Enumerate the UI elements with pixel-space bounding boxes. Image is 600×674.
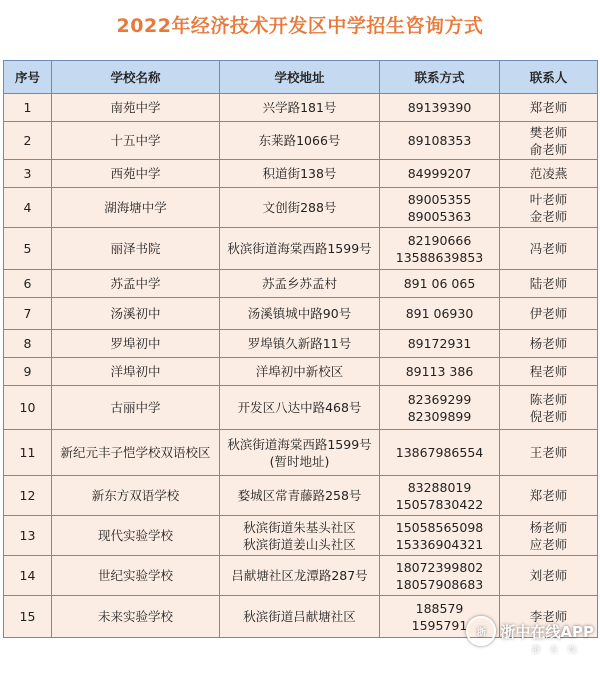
cell-contact-line: 李老师 — [529, 609, 568, 624]
cell-school: 苏孟中学 — [52, 270, 220, 298]
cell-contact-line: 伊老师 — [529, 306, 568, 321]
cell-phone — [380, 94, 500, 122]
cell-school: 古丽中学 — [52, 386, 220, 430]
table-row — [4, 358, 598, 386]
cell-phone-line: 188579 — [415, 600, 464, 616]
cell-address-line: 兴学路181号 — [262, 100, 337, 115]
header-contact: 联系人 — [500, 61, 598, 94]
header-address: 学校地址 — [220, 61, 380, 94]
cell-phone — [380, 476, 500, 516]
admissions-table — [3, 60, 598, 638]
cell-phone-line: 18057908683 — [395, 576, 484, 592]
cell-address — [220, 228, 380, 270]
table-row — [4, 188, 598, 228]
cell-address — [220, 430, 380, 476]
cell-phone — [380, 160, 500, 188]
cell-phone-line: 18072399802 — [395, 559, 484, 575]
cell-contact — [500, 330, 598, 358]
cell-contact — [500, 188, 598, 228]
cell-contact-line: 程老师 — [529, 364, 568, 379]
table-row — [4, 386, 598, 430]
cell-contact-line: 冯老师 — [529, 241, 568, 256]
cell-address-line: (暂时地址) — [269, 453, 330, 469]
cell-address — [220, 160, 380, 188]
cell-address — [220, 298, 380, 330]
cell-contact-line: 陆老师 — [529, 276, 568, 291]
table-row — [4, 516, 598, 556]
table-row — [4, 476, 598, 516]
cell-address — [220, 188, 380, 228]
cell-contact-line: 倪老师 — [529, 408, 568, 424]
cell-phone — [380, 298, 500, 330]
cell-phone-line: 82369299 — [407, 391, 472, 407]
cell-phone-line: 13867986554 — [395, 445, 484, 460]
cell-contact-line: 刘老师 — [529, 568, 568, 583]
cell-address — [220, 330, 380, 358]
cell-school: 罗埠初中 — [52, 330, 220, 358]
cell-address-line: 吕献塘社区龙潭路287号 — [231, 568, 368, 583]
cell-no: 2 — [4, 122, 52, 160]
cell-no: 8 — [4, 330, 52, 358]
cell-contact-line: 俞老师 — [529, 141, 568, 157]
cell-no: 12 — [4, 476, 52, 516]
zjol-logo-icon: 浙 — [466, 616, 496, 646]
cell-phone-line: 82309899 — [407, 408, 472, 424]
table-row — [4, 556, 598, 596]
header-no: 序号 — [4, 61, 52, 94]
table-row — [4, 228, 598, 270]
cell-contact-line: 应老师 — [529, 536, 568, 552]
cell-phone-line: 82190666 — [407, 232, 472, 248]
cell-address-line: 秋滨街道海棠西路1599号 — [227, 436, 372, 452]
cell-address-line: 秋滨街道姜山头社区 — [243, 536, 356, 552]
cell-address-line: 汤溪镇城中路90号 — [247, 306, 352, 321]
cell-contact — [500, 122, 598, 160]
cell-address-line: 秋滨街道海棠西路1599号 — [227, 241, 372, 256]
cell-no: 13 — [4, 516, 52, 556]
cell-address-line: 苏孟乡苏孟村 — [261, 276, 337, 291]
table-row — [4, 298, 598, 330]
cell-contact-line: 叶老师 — [529, 191, 568, 207]
cell-phone-line: 891 06 065 — [403, 276, 476, 291]
watermark-text: 浙中在线APP — [500, 622, 594, 641]
cell-school: 湖海塘中学 — [52, 188, 220, 228]
cell-school: 世纪实验学校 — [52, 556, 220, 596]
cell-contact-line: 杨老师 — [529, 336, 568, 351]
cell-phone-line: 15058565098 — [395, 519, 484, 535]
cell-contact — [500, 556, 598, 596]
cell-contact — [500, 270, 598, 298]
cell-contact — [500, 476, 598, 516]
cell-contact-line: 杨老师 — [529, 519, 568, 535]
header-phone: 联系方式 — [380, 61, 500, 94]
cell-phone-line: 83288019 — [407, 479, 472, 495]
cell-address-line: 秋滨街道朱基头社区 — [243, 519, 356, 535]
cell-contact — [500, 386, 598, 430]
table-row — [4, 160, 598, 188]
cell-school: 未来实验学校 — [52, 596, 220, 638]
cell-phone — [380, 122, 500, 160]
cell-no: 9 — [4, 358, 52, 386]
cell-contact — [500, 516, 598, 556]
cell-address — [220, 476, 380, 516]
cell-address — [220, 270, 380, 298]
cell-phone-line: 89172931 — [407, 336, 472, 351]
cell-phone — [380, 430, 500, 476]
cell-phone — [380, 270, 500, 298]
cell-address-line: 洋埠初中新校区 — [255, 364, 344, 379]
table-row — [4, 94, 598, 122]
cell-contact-line: 郑老师 — [529, 488, 568, 503]
cell-contact-line: 金老师 — [529, 208, 568, 224]
cell-phone-line: 89139390 — [407, 100, 472, 115]
cell-phone — [380, 358, 500, 386]
cell-phone — [380, 188, 500, 228]
cell-contact — [500, 298, 598, 330]
cell-school: 西苑中学 — [52, 160, 220, 188]
cell-contact-line: 樊老师 — [529, 124, 568, 140]
cell-school: 十五中学 — [52, 122, 220, 160]
cell-address — [220, 386, 380, 430]
cell-address — [220, 358, 380, 386]
cell-contact — [500, 228, 598, 270]
cell-no: 10 — [4, 386, 52, 430]
cell-address-line: 婺城区常青藤路258号 — [237, 488, 362, 503]
cell-no: 4 — [4, 188, 52, 228]
table-row — [4, 430, 598, 476]
cell-school: 洋埠初中 — [52, 358, 220, 386]
header-school: 学校名称 — [52, 61, 220, 94]
cell-phone — [380, 516, 500, 556]
cell-address-line: 文创街288号 — [262, 200, 337, 215]
cell-school: 现代实验学校 — [52, 516, 220, 556]
cell-address — [220, 122, 380, 160]
cell-no: 5 — [4, 228, 52, 270]
cell-contact — [500, 358, 598, 386]
cell-no: 7 — [4, 298, 52, 330]
cell-no: 14 — [4, 556, 52, 596]
cell-contact-line: 郑老师 — [529, 100, 568, 115]
watermark — [466, 616, 594, 654]
cell-school: 丽泽书院 — [52, 228, 220, 270]
cell-address — [220, 596, 380, 638]
cell-school: 汤溪初中 — [52, 298, 220, 330]
cell-no: 6 — [4, 270, 52, 298]
cell-contact-line: 王老师 — [529, 445, 568, 460]
cell-address-line: 开发区八达中路468号 — [237, 400, 362, 415]
cell-phone — [380, 330, 500, 358]
cell-address-line: 罗埠镇久新路11号 — [247, 336, 352, 351]
cell-phone — [380, 386, 500, 430]
cell-contact-line: 陈老师 — [529, 391, 568, 407]
cell-contact — [500, 430, 598, 476]
cell-school: 南苑中学 — [52, 94, 220, 122]
cell-phone-line: 1595791 — [411, 617, 468, 633]
cell-phone — [380, 556, 500, 596]
table-row — [4, 122, 598, 160]
table-row — [4, 270, 598, 298]
cell-phone-line: 84999207 — [407, 166, 472, 181]
cell-phone-line: 13588639853 — [395, 249, 484, 265]
cell-school: 新东方双语学校 — [52, 476, 220, 516]
cell-no: 3 — [4, 160, 52, 188]
cell-address-line: 东莱路1066号 — [258, 133, 341, 148]
cell-no: 1 — [4, 94, 52, 122]
table-header-row — [4, 61, 598, 94]
cell-address — [220, 94, 380, 122]
cell-phone-line: 89108353 — [407, 133, 472, 148]
page-title: 2022年经济技术开发区中学招生咨询方式 — [116, 15, 484, 37]
cell-phone-line: 89113 386 — [405, 364, 474, 379]
cell-phone-line: 89005355 — [407, 191, 472, 207]
watermark-subtext: 浙在线 — [532, 645, 586, 654]
cell-no: 15 — [4, 596, 52, 638]
cell-address — [220, 516, 380, 556]
cell-phone-line: 891 06930 — [405, 306, 474, 321]
cell-contact — [500, 160, 598, 188]
cell-address-line: 秋滨街道吕献塘社区 — [243, 609, 356, 624]
cell-contact — [500, 94, 598, 122]
cell-phone — [380, 228, 500, 270]
table-row — [4, 330, 598, 358]
cell-contact-line: 范凌燕 — [529, 166, 568, 181]
cell-no: 11 — [4, 430, 52, 476]
cell-address — [220, 556, 380, 596]
cell-school: 新纪元丰子恺学校双语校区 — [52, 430, 220, 476]
cell-address-line: 积道街138号 — [262, 166, 337, 181]
cell-phone-line: 89005363 — [407, 208, 472, 224]
cell-phone-line: 15057830422 — [395, 496, 484, 512]
cell-phone-line: 15336904321 — [395, 536, 484, 552]
